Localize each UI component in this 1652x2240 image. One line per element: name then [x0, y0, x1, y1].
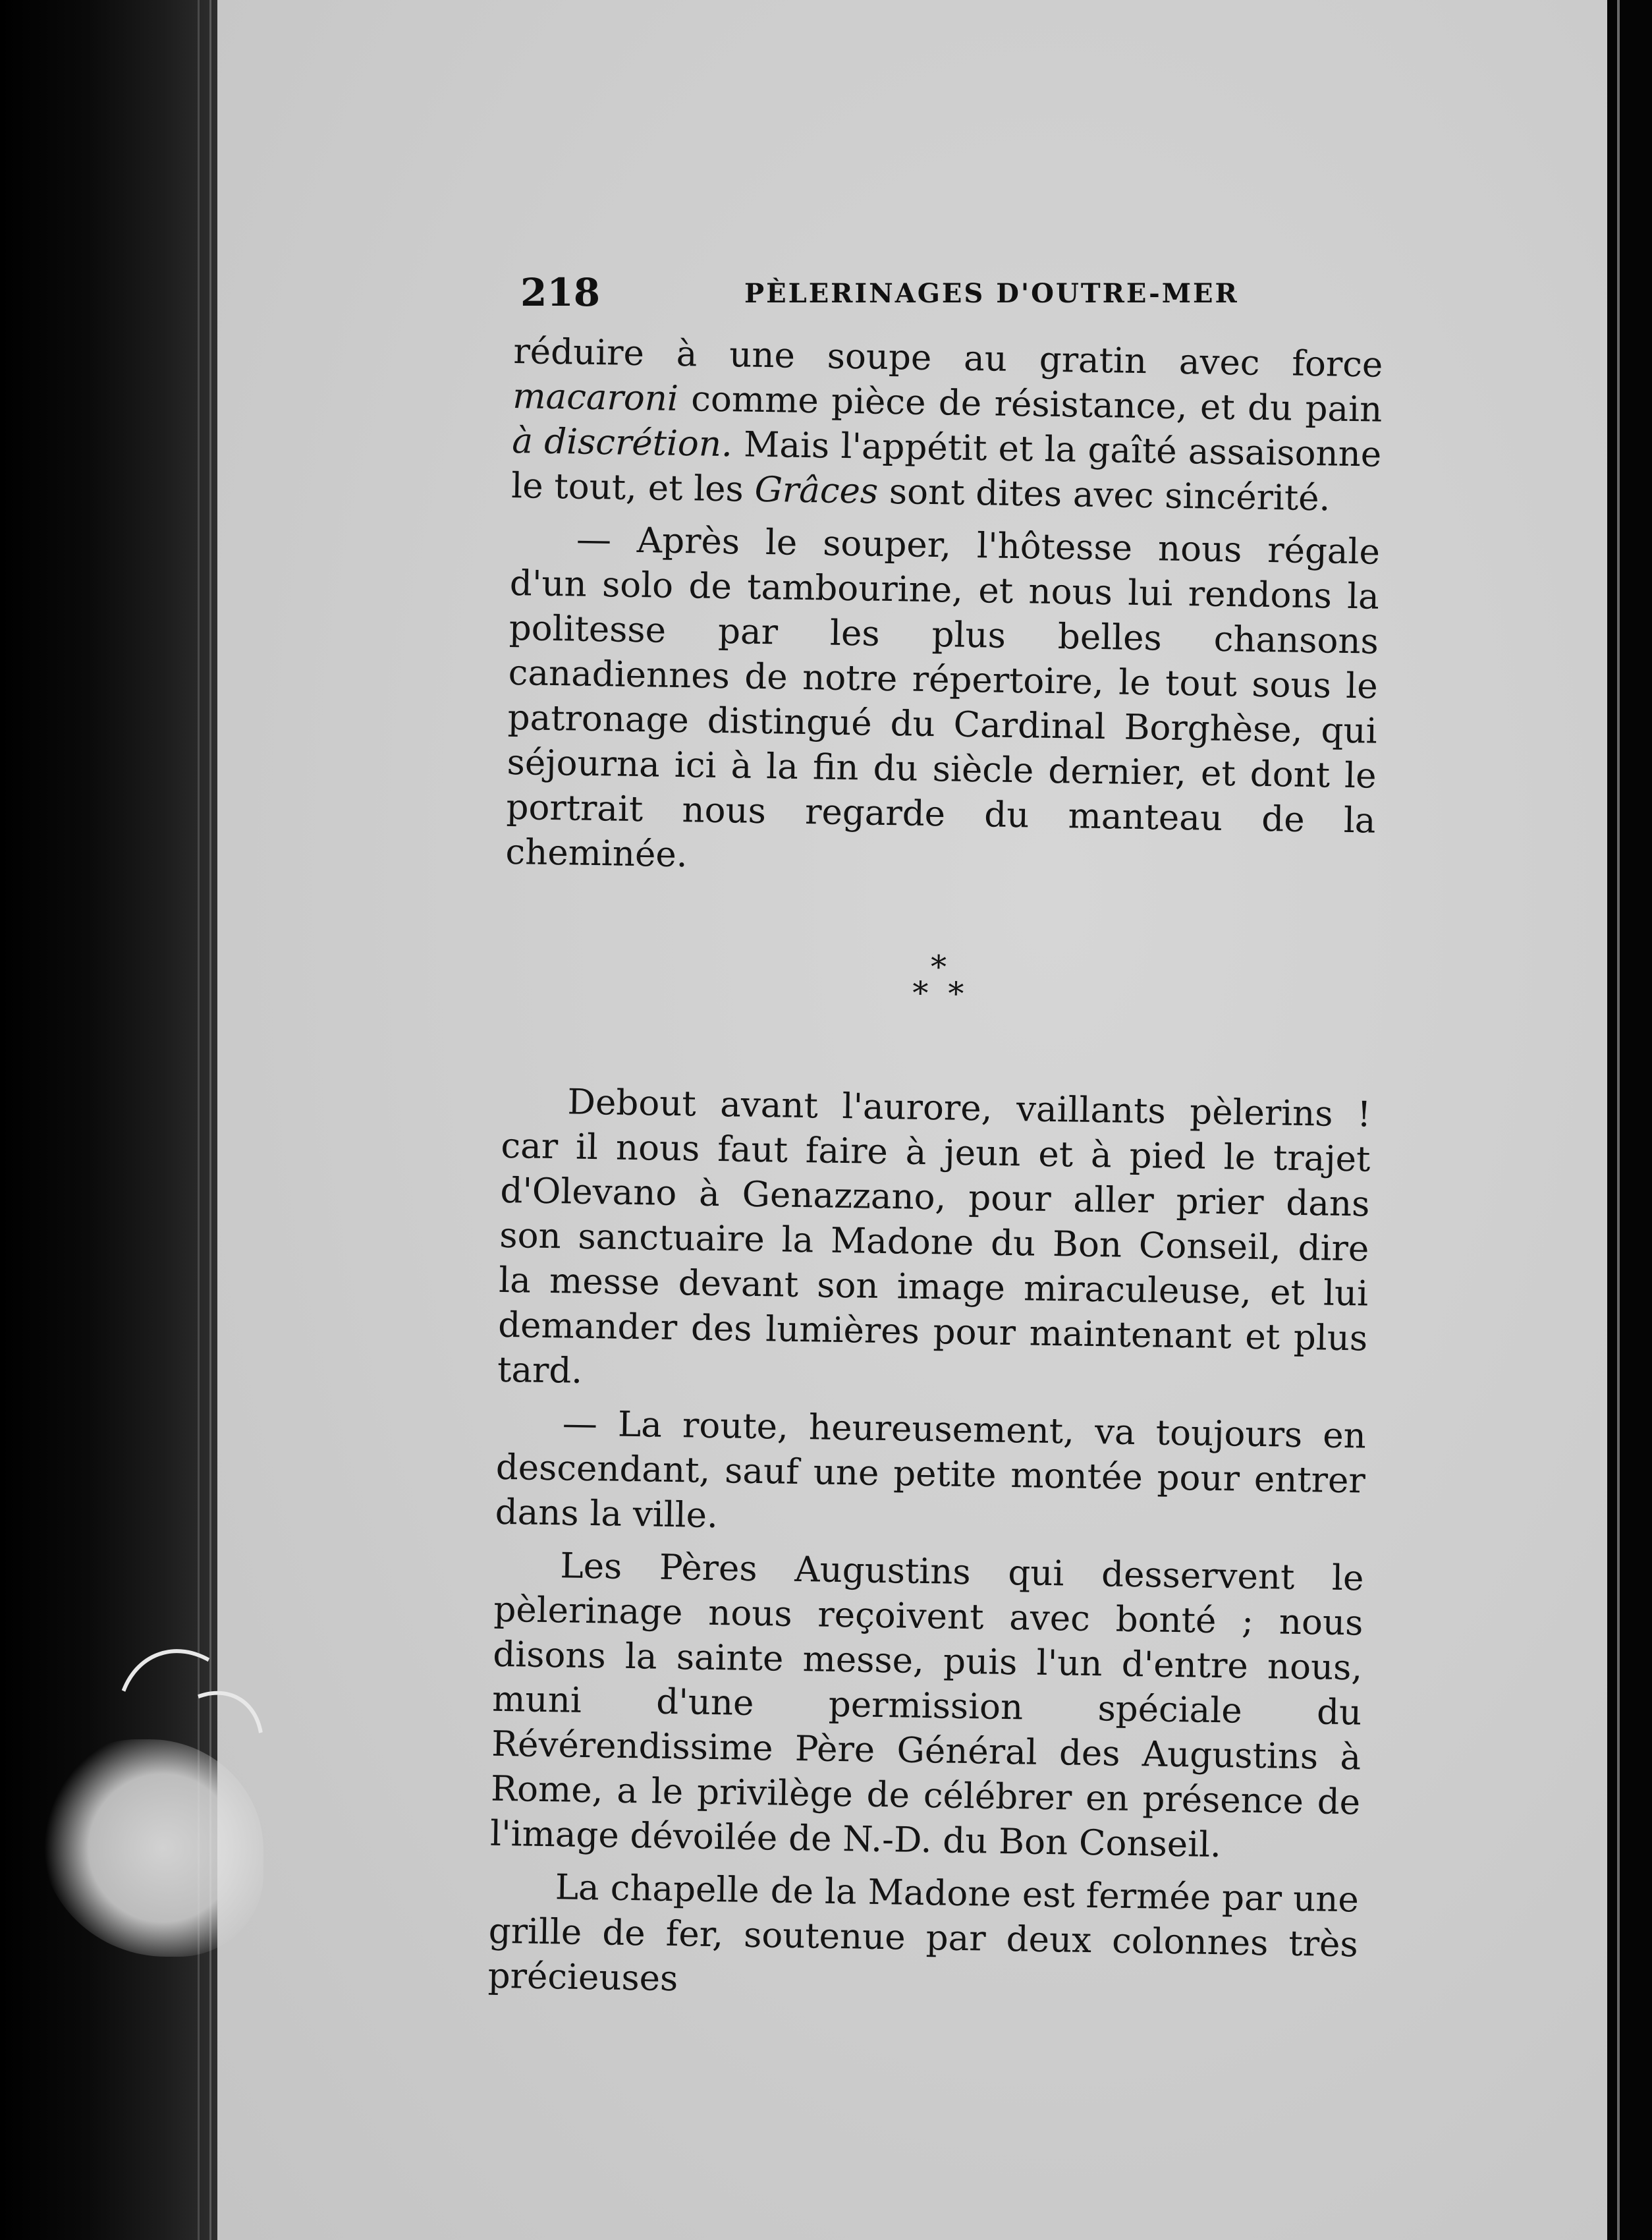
running-header [520, 270, 1396, 316]
text-column [487, 329, 1383, 2020]
italic-text: Grâces [754, 469, 879, 512]
paragraph [511, 329, 1383, 522]
text-span: comme pièce de résistance, et du pain [678, 378, 1383, 430]
paragraph: — La route, heureusement, va toujours en descendant, sauf une petite montée pour entrer dans la ville. [495, 1403, 1367, 1536]
text-span: réduire à une soupe au gratin avec force [512, 331, 1383, 385]
paragraph: Les Pères Augustins qui desservent le pèlerinage nous reçoivent avec bonté ; nous disons la sainte messe, puis l'un d'entre nous, muni d'une permission spéciale du Révérendissime Père Général des Augustins à Rome, a le privilège de célébrer en présence de l'image dévoilée de N.-D. du Bon Conseil. [489, 1546, 1364, 1866]
running-title: PÈLERINAGES D'OUTRE-MER [744, 278, 1239, 309]
page-number: 218 [520, 270, 601, 315]
italic-text: macaroni [512, 376, 679, 419]
asterism-section-break [503, 947, 1373, 1014]
paragraph: Debout avant l'aurore, vaillants pèlerins ! car il nous faut faire à jeun et à pied le trajet d'Olevano à Genazzano, pour aller prier dans son sanctuaire la Madone du Bon Conseil, dire la messe devant son image miraculeuse, et lui demander des lumières pour maintenant et plus tard. [497, 1082, 1371, 1391]
page-right-edge [1607, 0, 1652, 2240]
asterism-bottom: ** [912, 974, 984, 1013]
text-span: Mais l'appétit et la gaîté assaisonne le tout, et les [510, 424, 1382, 510]
asterism-top: * [930, 949, 947, 986]
text-span: sont dites avec sincérité. [877, 471, 1331, 519]
paragraph: La chapelle de la Madone est fermée par une grille de fer, soutenue par deux colonnes très précieuses [487, 1867, 1360, 2000]
paragraph: — Après le souper, l'hôtesse nous régale d'un solo de tambourine, et nous lui rendons la politesse par les plus belles chansons canadiennes de notre répertoire, le tout sous le patronage distingué du Cardinal Borghèse, qui séjourna ici à la fin du siècle dernier, et dont le portrait nous regarde du manteau de la cheminée. [505, 519, 1381, 876]
next-page-edge-line [1617, 0, 1620, 2240]
italic-text: à discrétion. [511, 420, 733, 465]
